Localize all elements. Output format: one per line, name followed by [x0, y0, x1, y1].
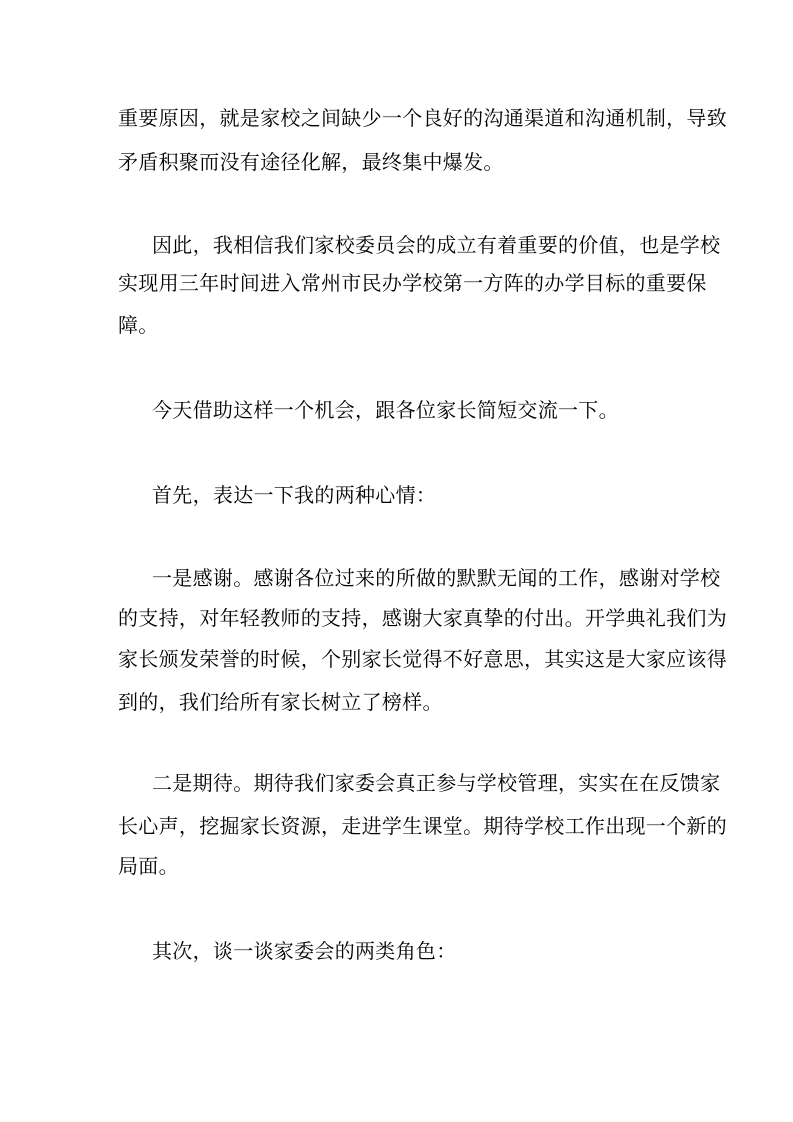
paragraph-5-line-1: 一是感谢。感谢各位过来的所做的默默无闻的工作，感谢对学校	[152, 566, 721, 590]
paragraph-5-line-4: 到的，我们给所有家长树立了榜样。	[118, 690, 443, 714]
paragraph-5-line-2: 的支持，对年轻教师的支持，感谢大家真挚的付出。开学典礼我们为	[118, 606, 727, 630]
paragraph-1-line-1: 重要原因，就是家校之间缺少一个良好的沟通渠道和沟通机制，导致	[118, 106, 727, 130]
paragraph-6-line-3: 局面。	[118, 854, 179, 878]
paragraph-6-line-2: 长心声，挖掘家长资源，走进学生课堂。期待学校工作出现一个新的	[118, 814, 727, 838]
paragraph-6-line-1: 二是期待。期待我们家委会真正参与学校管理，实实在在反馈家	[152, 771, 721, 795]
paragraph-2-line-1: 因此，我相信我们家校委员会的成立有着重要的价值，也是学校	[152, 233, 721, 257]
paragraph-5-line-3: 家长颁发荣誉的时候，个别家长觉得不好意思，其实这是大家应该得	[118, 647, 727, 671]
paragraph-2-line-3: 障。	[118, 313, 159, 337]
paragraph-2-line-2: 实现用三年时间进入常州市民办学校第一方阵的办学目标的重要保	[118, 271, 707, 295]
paragraph-7-line-1: 其次，谈一谈家委会的两类角色：	[152, 939, 457, 963]
paragraph-4-line-1: 首先，表达一下我的两种心情：	[152, 483, 437, 507]
paragraph-3-line-1: 今天借助这样一个机会，跟各位家长简短交流一下。	[152, 398, 619, 422]
paragraph-1-line-2: 矛盾积聚而没有途径化解，最终集中爆发。	[118, 150, 504, 174]
